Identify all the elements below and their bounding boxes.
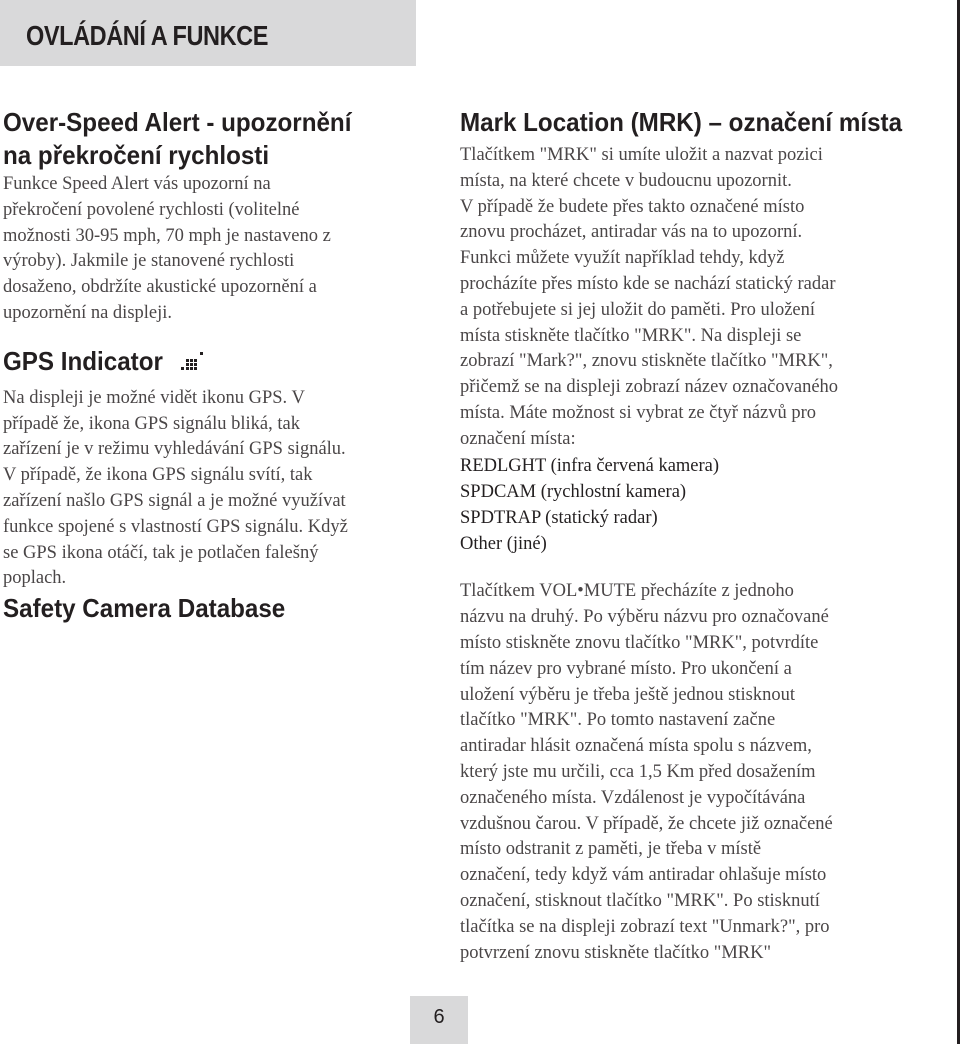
text-line: názvu na druhý. Po výběru názvu pro označované: [460, 607, 829, 628]
text-line: místo odstranit z paměti, je třeba v místě: [460, 839, 762, 860]
text-line: místo stiskněte znovu tlačítko "MRK", potvrdíte: [460, 632, 819, 653]
text-line: označení místa:: [460, 428, 576, 449]
text-line: antiradar hlásit označená místa spolu s názvem,: [460, 736, 812, 757]
text-line: procházíte přes místo kde se nachází statický radar: [460, 273, 836, 294]
gps-heading: [3, 345, 403, 378]
text-line: znovu procházet, antiradar vás na to upozorní.: [460, 222, 803, 243]
text-line: zařízení je v režimu vyhledávání GPS signálu.: [3, 439, 346, 460]
text-line: označení, tedy když vám antiradar ohlašuje místo: [460, 865, 827, 886]
header-bar: [0, 0, 416, 66]
option-item: SPDCAM (rychlostní kamera): [460, 481, 687, 502]
safety-camera-heading: Safety Camera Database: [3, 593, 286, 624]
right-column: [460, 106, 950, 966]
text-line: který jste mu určili, cca 1,5 Km před dosažením: [460, 761, 816, 782]
gps-signal-icon: [181, 352, 207, 372]
text-line: tlačítko "MRK". Po tomto nastavení začne: [460, 710, 776, 731]
text-line: tím název pro vybrané místo. Pro ukončení a: [460, 658, 792, 679]
text-line: místa. Máte možnost si vybrat ze čtyř názvů pro: [460, 402, 817, 423]
text-line: Funkce Speed Alert vás upozorní na: [3, 174, 271, 194]
text-line: V případě, že ikona GPS signálu svítí, tak: [3, 465, 313, 486]
text-line: místa, na které chcete v budoucnu upozornit.: [460, 170, 792, 191]
text-line: se GPS ikona otáčí, tak je potlačen falešný: [3, 542, 319, 563]
text-line: přičemž se na displeji zobrazí název označovaného: [460, 377, 839, 398]
text-line: Na displeji je možné vidět ikonu GPS. V: [3, 387, 305, 408]
page-number: 6: [433, 1006, 445, 1028]
gps-heading-text: GPS Indicator: [3, 345, 163, 376]
vol-mute-paragraph: [460, 579, 950, 966]
gps-paragraph: [3, 386, 403, 592]
option-item: REDLGHT (infra červená kamera): [460, 455, 720, 476]
text-line: Tlačítkem "MRK" si umíte uložit a nazvat pozici: [460, 145, 823, 165]
text-line: označeného místa. Vzdálenost je vypočítávána: [460, 787, 806, 808]
mark-location-paragraph: [460, 143, 950, 453]
page-number-box: [410, 996, 468, 1044]
text-line: tlačítka se na displeji zobrazí text "Unmark?", pro: [460, 916, 830, 937]
text-line: překročení povolené rychlosti (volitelné: [3, 199, 300, 220]
text-line: funkce spojené s vlastností GPS signálu. Když: [3, 516, 348, 537]
overspeed-heading-line2: na překročení rychlosti: [3, 140, 270, 170]
text-line: případě že, ikona GPS signálu bliká, tak: [3, 413, 300, 434]
text-line: dosaženo, obdržíte akustické upozornění a: [3, 277, 317, 298]
overspeed-heading: [3, 106, 375, 172]
text-line: poplach.: [3, 568, 67, 589]
mark-location-heading: Mark Location (MRK) – označení místa: [460, 107, 903, 137]
text-line: možnosti 30-95 mph, 70 mph je nastaveno z: [3, 225, 331, 246]
page-title: OVLÁDÁNÍ A FUNKCE: [26, 20, 268, 51]
option-item: SPDTRAP (statický radar): [460, 507, 658, 528]
left-column: [3, 106, 403, 625]
overspeed-paragraph: [3, 172, 403, 327]
text-line: uložení výběru je třeba ještě jednou stisknout: [460, 684, 795, 705]
text-line: a potřebujete si jej uložit do paměti. Pro uložení: [460, 299, 816, 320]
text-line: zařízení našlo GPS signál a je možné využívat: [3, 490, 346, 511]
text-line: Tlačítkem VOL•MUTE přecházíte z jednoho: [460, 581, 794, 602]
location-name-options: [460, 453, 950, 558]
text-line: označení, stisknout tlačítko "MRK". Po stisknutí: [460, 890, 820, 911]
text-line: vzdušnou čarou. V případě, že chcete již označené: [460, 813, 833, 834]
text-line: výroby). Jakmile je stanovené rychlosti: [3, 251, 295, 272]
text-line: potvrzení znovu stiskněte tlačítko "MRK": [460, 942, 772, 963]
overspeed-heading-line1: Over-Speed Alert - upozornění: [3, 107, 352, 137]
option-item: Other (jiné): [460, 534, 547, 555]
text-line: V případě že budete přes takto označené místo: [460, 196, 805, 217]
text-line: upozornění na displeji.: [3, 302, 173, 323]
text-line: Funkci můžete využít například tehdy, když: [460, 248, 785, 269]
text-line: místa stiskněte tlačítko "MRK". Na displeji se: [460, 325, 802, 346]
text-line: zobrazí "Mark?", znovu stiskněte tlačítko "MRK",: [460, 351, 833, 372]
